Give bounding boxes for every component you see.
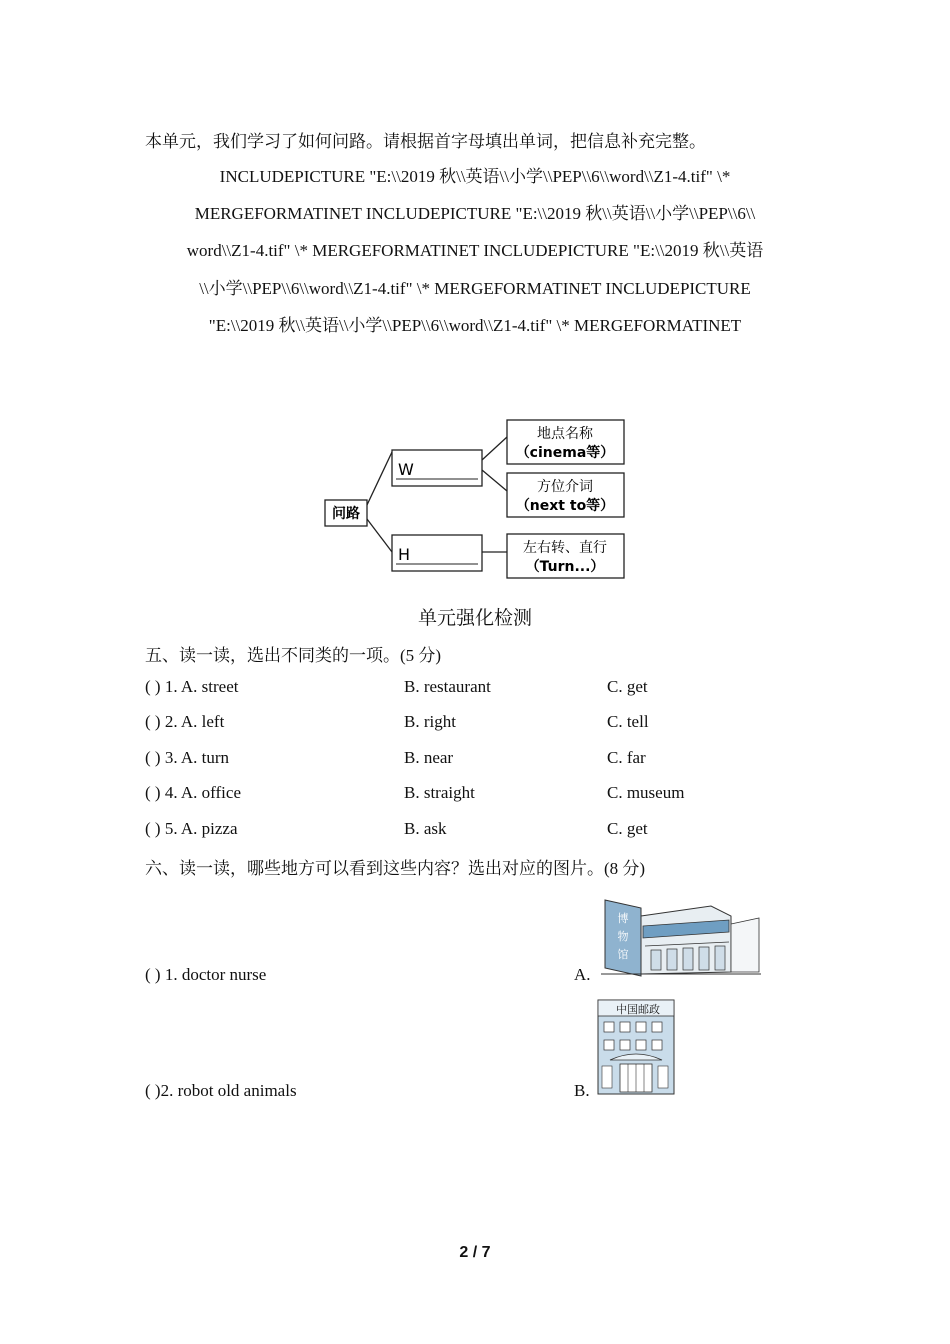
leaf-direction-example: （Turn...） [525,559,605,575]
picture-option-label: B. [574,1081,590,1100]
option-b: B. straight [404,783,475,802]
section5-heading: 五、读一读，选出不同类的一项。(5 分) [145,646,442,665]
picture-option-label: A. [574,965,591,984]
ask-the-way-diagram [320,415,630,585]
question-row [145,712,765,736]
question-stem: ( ) 4. A. office [145,783,241,802]
field-code-line: INCLUDEPICTURE "E:\\2019 秋\\英语\\小学\\PEP\\6\\word\\Z1-4.tif" \* [219,167,731,186]
question-row [145,748,765,772]
section6-heading: 六、读一读，哪些地方可以看到这些内容？选出对应的图片。(8 分) [145,859,646,878]
option-c: C. far [607,748,646,767]
leaf-place-example: （cinema等） [515,445,615,461]
question-stem: ( ) 5. A. pizza [145,819,238,838]
museum-sign-char: 物 [617,930,629,943]
option-c: C. tell [607,712,649,731]
connector-line [367,519,392,552]
field-code-line: \\小学\\PEP\\6\\word\\Z1-4.tif" \* MERGEFORMATINET INCLUDEPICTURE [199,279,751,298]
post-office-sign: 中国邮政 [616,1003,660,1016]
intro-text: 本单元，我们学习了如何问路。请根据首字母填出单词，把信息补充完整。 [145,132,706,151]
museum-sign-char: 博 [617,912,629,925]
option-b: B. ask [404,819,447,838]
leaf-place-title: 地点名称 [537,426,593,442]
match-item: ( )2. robot old animals [145,1081,297,1100]
leaf-preposition-title: 方位介词 [537,479,593,495]
root-label: 问路 [332,506,360,522]
connector-line [367,452,392,505]
page-number: 2 / 7 [459,1244,491,1261]
field-code-line: word\\Z1-4.tif" \* MERGEFORMATINET INCLUDEPICTURE "E:\\2019 秋\\英语 [186,241,764,260]
option-b: B. restaurant [404,677,491,696]
connector-line [482,437,507,460]
option-b: B. right [404,712,456,731]
option-c: C. get [607,819,648,838]
connector-line [482,470,507,491]
question-row [145,819,765,843]
option-c: C. get [607,677,648,696]
museum-sign-char: 馆 [617,948,629,961]
field-code-line: MERGEFORMATINET INCLUDEPICTURE "E:\\2019 秋\\英语\\小学\\PEP\\6\\ [194,204,756,223]
section-title: 单元强化检测 [417,608,532,629]
post-office-picture [596,998,676,1096]
leaf-preposition-example: （next to等） [515,498,615,514]
w-label: W [398,460,414,479]
question-stem: ( ) 1. A. street [145,677,239,696]
leaf-direction-title: 左右转、直行 [523,540,607,556]
question-stem: ( ) 3. A. turn [145,748,230,767]
h-label: H [398,545,411,564]
field-code-line: "E:\\2019 秋\\英语\\小学\\PEP\\6\\word\\Z1-4.tif" \* MERGEFORMATINET [208,316,742,335]
question-stem: ( ) 2. A. left [145,712,225,731]
question-row [145,783,765,807]
museum-picture [601,896,761,978]
question-row [145,677,765,701]
match-item: ( ) 1. doctor nurse [145,965,267,984]
option-c: C. museum [607,783,685,802]
option-b: B. near [404,748,454,767]
